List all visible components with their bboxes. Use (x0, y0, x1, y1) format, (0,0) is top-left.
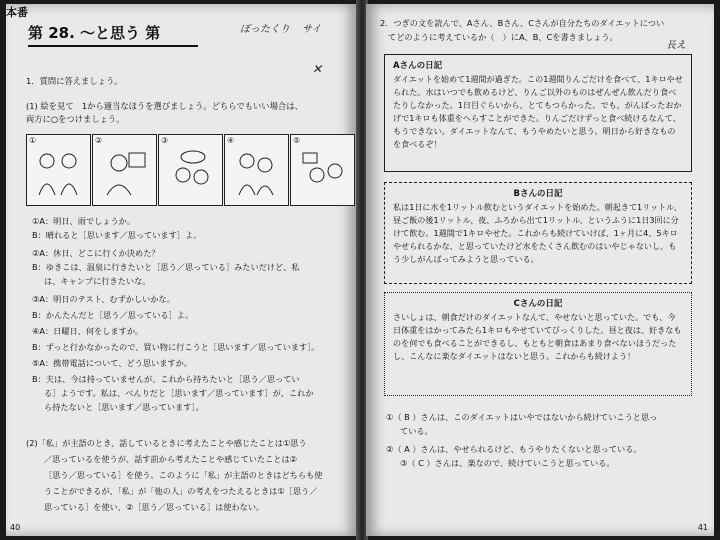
lesson-title: 第 28. ～と思う 第 (28, 22, 198, 47)
explanation-line: うことができるが、「私」が「他の人」の考えをつたえるときは①［思う／ (44, 486, 318, 496)
illustration-5: ⑤ (290, 134, 355, 206)
handwritten-note: サイ (302, 24, 322, 35)
dialogue-line: B：ずっと行かなかったので、買い物に行こうと［思います／思っています］。 (32, 342, 320, 352)
dialogue-line: る］ようです。私は、べんりだと［思います／思っています］が、これか (44, 388, 314, 398)
people-illustration-icon (233, 147, 281, 197)
page-number: 40 (10, 523, 21, 532)
dialogue-line: ③A：明日のテスト、むずかしいかな。 (32, 294, 175, 304)
left-page (6, 4, 358, 536)
people-illustration-icon (101, 147, 149, 197)
diary-c-text: さいしょは、朝食だけのダイエットなんて、やせないと思っていた。でも、今日体重をはかってみたら1キロもやせていてびっくりした。昼と夜は、好きなものを何でも食べることができるし、もともと朝食はあまり食べないほうだったし、こんなに楽なダイエットはないと思う。これからも続けよう！ (393, 312, 682, 361)
diary-b-title: Bさんの日記 (513, 189, 563, 199)
handwritten-note: ぼったくり (240, 24, 290, 35)
explanation-line: ／思っているを使うが、話す前から考えたことや感じていたことは② (44, 454, 297, 464)
illustration-2: ② (92, 134, 157, 206)
illustration-4: ④ (224, 134, 289, 206)
answer-line: ②（ A ）さんは、やせられるけど、もうやりたくないと思っている。 (386, 444, 642, 454)
dialogue-line: ②A：休日、どこに行くか決めた？ (32, 248, 160, 258)
answer-line: ③（ C ）さんは、楽なので、続けていこうと思っている。 (400, 458, 615, 468)
diary-a-box (384, 54, 692, 172)
diary-b-box (384, 182, 692, 284)
dialogue-line: B：かんたんだと［思う／思っている］よ。 (32, 310, 194, 320)
handwritten-note: 長え (666, 40, 686, 51)
corner-label: 本番 (6, 6, 28, 19)
diary-c-box (384, 292, 692, 396)
illustration-1: ① (26, 134, 91, 206)
diary-a-title: Aさんの日記 (393, 61, 443, 71)
page-number: 41 (697, 523, 708, 532)
dialogue-line: ら持たないと［思います／思っています］。 (44, 402, 204, 412)
instruction-line: 2．つぎの文を読んで、Aさん、Bさん、Cさんが自分たちのダイエットについ (380, 18, 665, 28)
people-illustration-icon (299, 147, 347, 197)
answer-line: ①（ B ）さんは、このダイエットはいやではないから続けていこうと思っ (386, 412, 658, 422)
diary-b-text: 私は1日に水を1リットル飲むというダイエットを始めた。朝起きて1リットル、昼ご飯の後1リットル、夜、ふろから出て1リットル、というふうに1日3回に分けて飲む。1週間で1キロやせた。これからも続けていけば、1ヶ月に4、5キロやせられるかな、と思っていたけど水をたくさん飲むのはいやじゃないし、もう少しがんばってみようと思っている。 (393, 202, 682, 264)
explanation-line: (2)「私」が主語のとき、話しているときに考えたことや感じたことは①思う (26, 438, 307, 448)
illustration-3: ③ (158, 134, 223, 206)
instruction-line: 両方に○をつけましょう。 (26, 114, 125, 124)
instruction-line: (1) 絵を見て 1から適当なほうを選びましょう。どちらでもいい場合は、 (26, 101, 303, 111)
people-illustration-icon (167, 147, 215, 197)
dialogue-line: ④A：日曜日、何をしますか。 (32, 326, 144, 336)
dialogue-line: B：夫は、今は持っていませんが、これから持ちたいと［思う／思ってい (32, 374, 300, 384)
dialogue-line: B：晴れると［思います／思っています］よ。 (32, 230, 202, 240)
explanation-line: 思っている］を使い、②［思う／思っている］は使わない。 (44, 502, 265, 512)
answer-line: ている。 (400, 426, 433, 436)
instruction-line: てどのように考えているか（ ）にA、B、Cを書きましょう。 (388, 32, 618, 42)
dialogue-line: は、キャンプに行きたいな。 (44, 276, 151, 286)
illustration-strip (26, 134, 356, 206)
dialogue-line: ⑤A：携帯電話について、どう思いますか。 (32, 358, 192, 368)
diary-a-text: ダイエットを始めて1週間が過ぎた。この1週間りんごだけを食べて、1キロやせられた。水はいつでも飲めるけど、りんご以外のものはぜんぜん飲んだり食べたりしなかった。1日目ぐらいから、とてもつらかった。でも、がんばったおかげで1キロも体重をへらすことができた。りんごだけずっと食べ続けるなんて、もうできない。ダイエットなんて、もうやめたいと思う。明日から好きなものを食べるぞ！ (393, 74, 683, 149)
dialogue-line: ①A：明日、雨でしょうか。 (32, 216, 136, 226)
people-illustration-icon (35, 147, 83, 197)
diary-c-title: Cさんの日記 (513, 299, 563, 309)
dialogue-line: B：ゆきこは、温泉に行きたいと［思う／思っている］みたいだけど、私 (32, 262, 300, 272)
section-heading: 1．質問に答えましょう。 (26, 76, 123, 86)
handwritten-mark: ✕ (312, 62, 323, 76)
explanation-line: ［思う／思っている］を使う。このように「私」が主語のときはどちらも使 (44, 470, 323, 480)
right-page (366, 4, 714, 536)
